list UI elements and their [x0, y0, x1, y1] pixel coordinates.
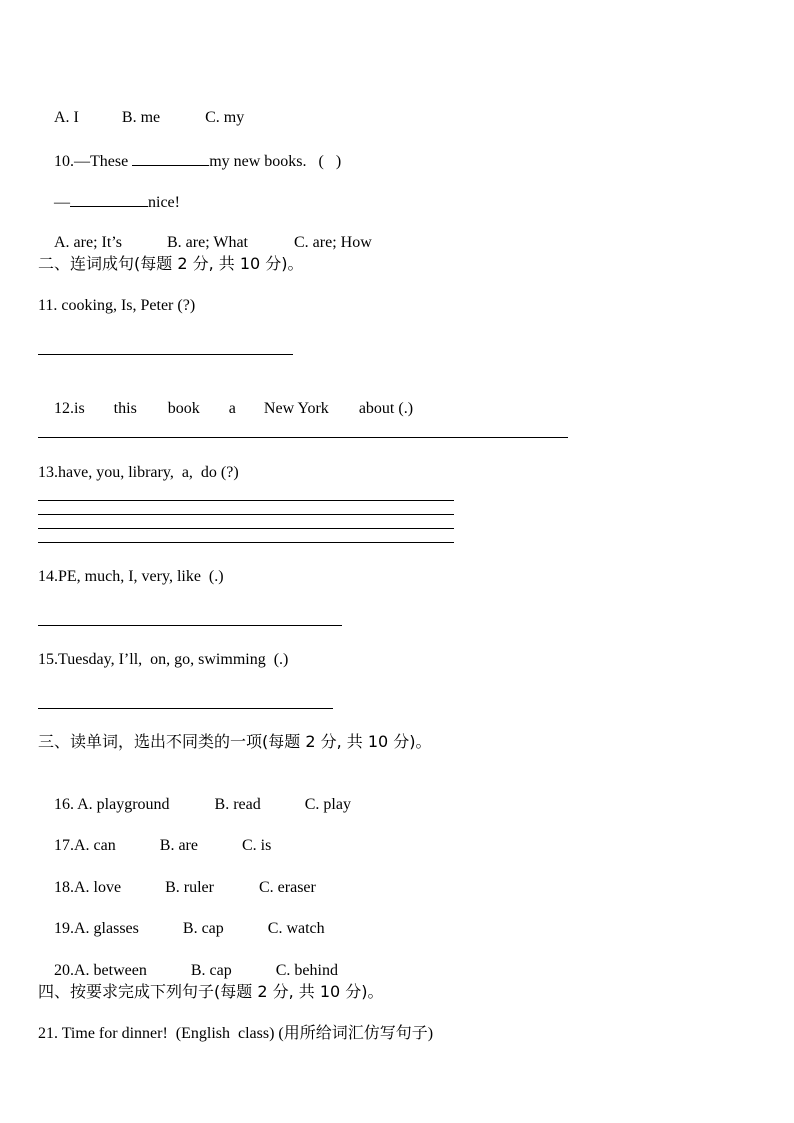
- section3-title: 三、读单词，选出不同类的一项(每题 2 分, 共 10 分)。: [38, 732, 432, 751]
- q15-text: 15.Tuesday, I’ll, on, go, swimming (.): [38, 651, 289, 668]
- q9-option-a: A. I: [54, 109, 79, 126]
- q12-word-4: New York: [263, 400, 329, 417]
- q17-option-a: 17.A. can: [54, 837, 116, 854]
- q12-word-1: this: [113, 400, 137, 417]
- q20-option-b: B. cap: [190, 962, 232, 979]
- q16-option-a: 16. A. playground: [54, 796, 170, 813]
- q18-option-b: B. ruler: [165, 879, 214, 896]
- section4-title: 四、按要求完成下列句子(每题 2 分, 共 10 分)。: [38, 982, 384, 1001]
- q11-answer-line[interactable]: [38, 354, 293, 355]
- q19-option-a: 19.A. glasses: [54, 920, 139, 937]
- q12-word-3: a: [228, 400, 236, 417]
- q10-option-c: C. are; How: [294, 234, 372, 251]
- q13-answer-line-1[interactable]: [38, 500, 454, 501]
- section2-title: 二、连词成句(每题 2 分, 共 10 分)。: [38, 254, 304, 273]
- q17-option-b: B. are: [159, 837, 198, 854]
- q20-option-c: C. behind: [275, 962, 338, 979]
- q12-answer-line[interactable]: [38, 437, 568, 438]
- q14-answer-line[interactable]: [38, 625, 342, 626]
- q20-option-a: 20.A. between: [54, 962, 147, 979]
- q18-option-a: 18.A. love: [54, 879, 122, 896]
- q15-answer-line[interactable]: [38, 708, 333, 709]
- q12-word-5: about (.): [358, 400, 414, 417]
- q10-line2-suffix: nice!: [148, 194, 180, 211]
- q17-option-c: C. is: [241, 837, 272, 854]
- q10-blank-1[interactable]: [132, 150, 209, 166]
- q21-text: 21. Time for dinner! (English class) (用所给词汇仿写句子): [38, 1025, 434, 1042]
- q13-text: 13.have, you, library, a, do (?): [38, 464, 239, 481]
- q13-answer-line-2[interactable]: [38, 514, 454, 515]
- q13-answer-line-3[interactable]: [38, 528, 454, 529]
- q19-option-c: C. watch: [267, 920, 325, 937]
- q10-line2-prefix: —: [54, 194, 70, 211]
- q9-option-b: B. me: [121, 109, 161, 126]
- q10-option-a: A. are; It’s: [54, 234, 122, 251]
- q9-option-c: C. my: [205, 109, 245, 126]
- q16-option-b: B. read: [214, 796, 261, 813]
- q11-text: 11. cooking, Is, Peter (?): [38, 297, 196, 314]
- q13-answer-line-4[interactable]: [38, 542, 454, 543]
- q10-option-b: B. are; What: [166, 234, 248, 251]
- q12-word-2: book: [167, 400, 200, 417]
- q10-prefix: 10.—These: [54, 153, 133, 170]
- q12-num: 12.is: [54, 400, 85, 417]
- q12-text: [38, 379, 413, 439]
- q14-text: 14.PE, much, I, very, like (.): [38, 568, 224, 585]
- q16-option-c: C. play: [304, 796, 351, 813]
- q10-blank-2[interactable]: [70, 191, 148, 207]
- q10-suffix: my new books. ( ): [209, 153, 342, 170]
- q18-option-c: C. eraser: [258, 879, 316, 896]
- q19-option-b: B. cap: [182, 920, 224, 937]
